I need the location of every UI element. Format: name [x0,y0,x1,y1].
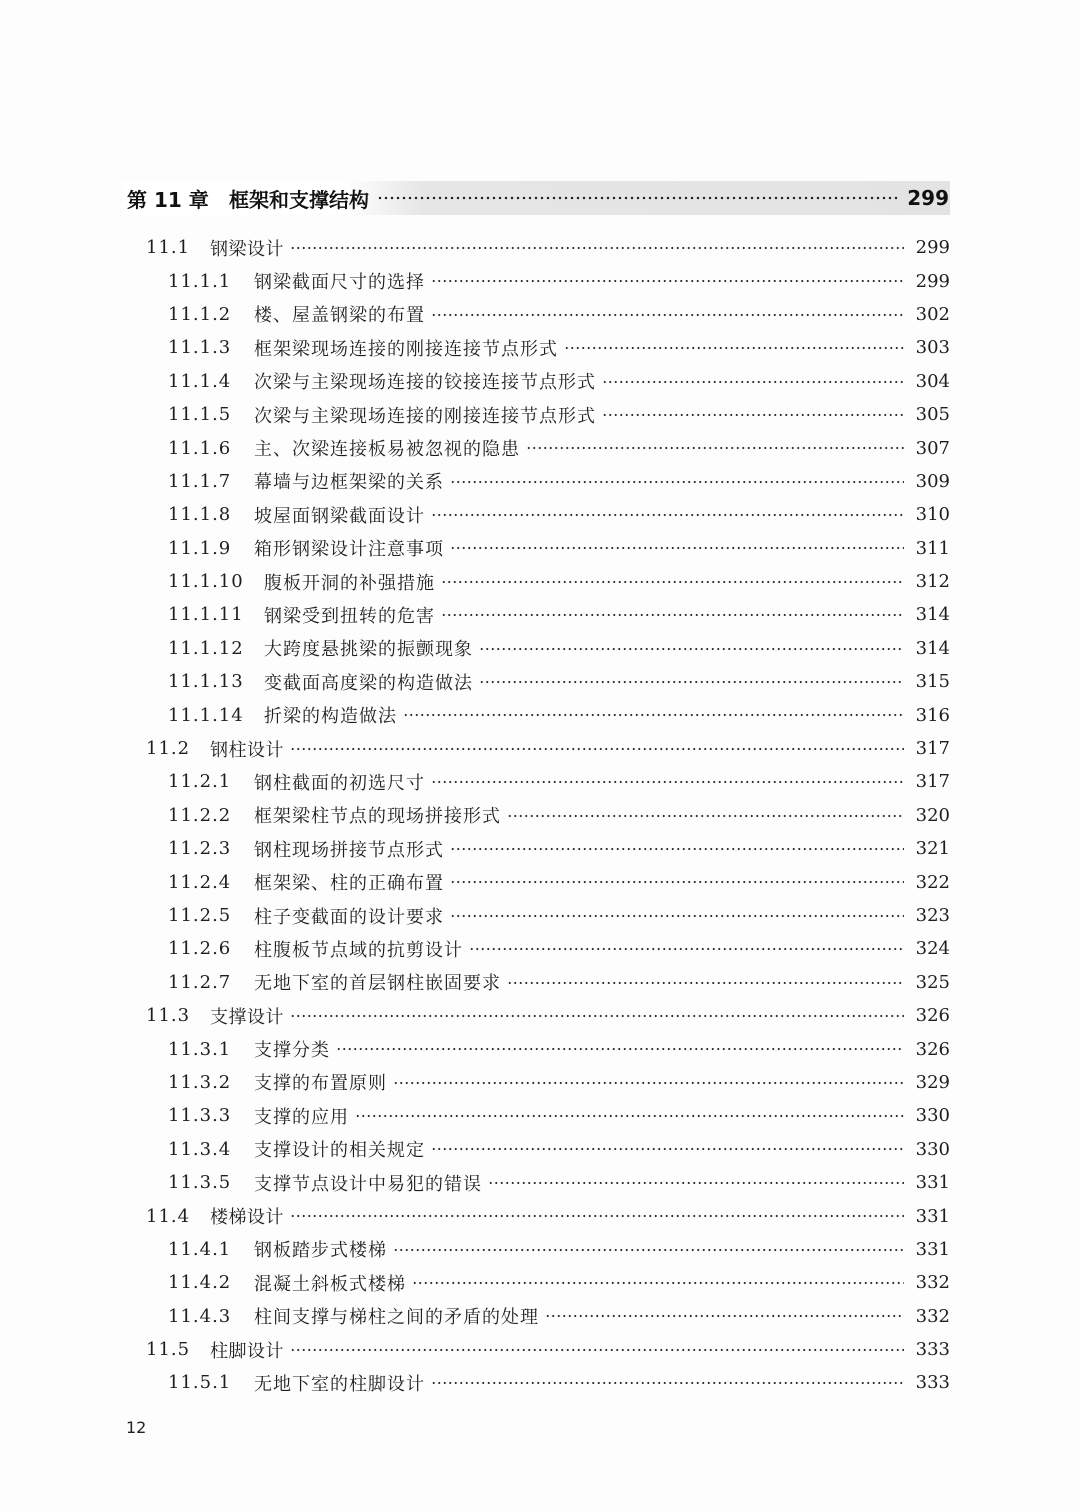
entry-number: 11.1.4 [168,370,232,392]
entry-page: 305 [915,404,950,426]
dot-leader [507,806,904,824]
entry-page: 304 [915,370,950,392]
entry-number: 11.2.2 [168,804,232,826]
entry-page: 326 [915,1038,950,1060]
toc-subsection-entry[interactable] [0,565,1080,598]
entry-page: 325 [915,971,950,993]
dot-leader [290,1341,904,1359]
entry-page: 311 [915,537,950,559]
entry-number: 11.1.11 [168,604,244,626]
toc-subsection-entry[interactable] [0,598,1080,631]
entry-title: 折梁的构造做法 [264,706,397,728]
dot-leader [450,472,904,490]
dot-leader [469,940,904,958]
dot-leader [431,1374,904,1392]
entry-page: 317 [915,771,950,793]
dot-leader [488,1174,904,1192]
entry-page: 307 [915,437,950,459]
toc-section-entry[interactable] [0,732,1080,765]
entry-number: 11.1.1 [168,270,232,292]
toc-section-entry[interactable] [0,1333,1080,1366]
toc-subsection-entry[interactable] [0,298,1080,331]
toc-subsection-entry[interactable] [0,1233,1080,1266]
toc-subsection-entry[interactable] [0,465,1080,498]
toc-subsection-entry[interactable] [0,832,1080,865]
entry-number: 11.4.2 [168,1272,232,1294]
entry-title: 幕墙与边框架梁的关系 [254,472,444,494]
toc-subsection-entry[interactable] [0,698,1080,731]
dot-leader [393,1240,904,1258]
entry-page: 330 [915,1138,950,1160]
entry-title: 框架梁柱节点的现场拼接形式 [254,806,501,828]
entry-number: 11.1.2 [168,303,232,325]
entry-title: 楼梯设计 [210,1207,284,1229]
entry-number: 11.3.4 [168,1138,232,1160]
dot-leader [507,973,904,991]
entry-number: 11.1.5 [168,404,232,426]
entry-page: 332 [915,1272,950,1294]
entry-number: 11.1.13 [168,671,244,693]
entry-title: 钢柱设计 [210,739,284,761]
dot-leader [431,773,904,791]
entry-number: 11.5.1 [168,1372,232,1394]
entry-title: 钢梁受到扭转的危害 [264,605,435,627]
entry-title: 框架梁现场连接的刚接连接节点形式 [254,338,558,360]
entry-page: 315 [915,671,950,693]
toc-subsection-entry[interactable] [0,1366,1080,1399]
entry-number: 11.1.6 [168,437,232,459]
entry-title: 支撑设计的相关规定 [254,1140,425,1162]
toc-subsection-entry[interactable] [0,264,1080,297]
chapter-heading[interactable] [123,181,950,215]
entry-page: 329 [915,1071,950,1093]
toc-subsection-entry[interactable] [0,799,1080,832]
entry-page: 310 [915,504,950,526]
dot-leader [479,673,904,691]
entry-title: 柱间支撑与梯柱之间的矛盾的处理 [254,1307,539,1329]
entry-title: 支撑设计 [210,1006,284,1028]
entry-page: 303 [915,337,950,359]
entry-number: 11.4 [146,1205,191,1227]
entry-title: 框架梁、柱的正确布置 [254,873,444,895]
entry-title: 箱形钢梁设计注意事项 [254,539,444,561]
entry-title: 主、次梁连接板易被忽视的隐患 [254,439,520,461]
toc-subsection-entry[interactable] [0,365,1080,398]
entry-page: 321 [915,838,950,860]
chapter-page: 299 [907,186,949,210]
toc-subsection-entry[interactable] [0,1099,1080,1132]
entry-page: 309 [915,470,950,492]
dot-leader [290,1007,904,1025]
entry-page: 312 [915,571,950,593]
entry-number: 11.2.6 [168,938,232,960]
toc-subsection-entry[interactable] [0,498,1080,531]
toc-subsection-entry[interactable] [0,765,1080,798]
toc-section-entry[interactable] [0,231,1080,264]
entry-number: 11.5 [146,1339,191,1361]
entry-title: 支撑分类 [254,1040,330,1062]
entry-title: 坡屋面钢梁截面设计 [254,505,425,527]
toc-list [0,231,1080,1400]
entry-title: 钢梁截面尺寸的选择 [254,272,425,294]
entry-title: 柱脚设计 [210,1340,284,1362]
entry-page: 331 [915,1238,950,1260]
dot-leader [412,1274,904,1292]
entry-number: 11.1.8 [168,504,232,526]
entry-page: 331 [915,1172,950,1194]
entry-page: 302 [915,303,950,325]
entry-number: 11.1.7 [168,470,232,492]
entry-number: 11.1.10 [168,571,244,593]
toc-subsection-entry[interactable] [0,1133,1080,1166]
dot-leader [545,1307,904,1325]
dot-leader [450,539,904,557]
dot-leader [450,873,904,891]
dot-leader [431,506,904,524]
toc-subsection-entry[interactable] [0,1066,1080,1099]
entry-page: 333 [915,1372,950,1394]
dot-leader [431,272,904,290]
dot-leader [336,1040,904,1058]
entry-title: 柱子变截面的设计要求 [254,906,444,928]
entry-title: 腹板开洞的补强措施 [264,572,435,594]
dot-leader [602,372,904,390]
entry-title: 无地下室的首层钢柱嵌固要求 [254,973,501,995]
dot-leader [526,439,904,457]
entry-number: 11.3.3 [168,1105,232,1127]
entry-number: 11.3.1 [168,1038,232,1060]
entry-title: 支撑的布置原则 [254,1073,387,1095]
toc-section-entry[interactable] [0,999,1080,1032]
entry-page: 332 [915,1305,950,1327]
entry-page: 320 [915,804,950,826]
toc-section-entry[interactable] [0,1199,1080,1232]
entry-page: 324 [915,938,950,960]
entry-number: 11.2.7 [168,971,232,993]
dot-leader [403,706,904,724]
toc-subsection-entry[interactable] [0,431,1080,464]
dot-leader [393,1073,904,1091]
entry-page: 299 [915,270,950,292]
dot-leader [479,639,904,657]
entry-page: 331 [915,1205,950,1227]
entry-number: 11.3.2 [168,1071,232,1093]
entry-title: 钢柱现场拼接节点形式 [254,839,444,861]
entry-number: 11.1.3 [168,337,232,359]
entry-title: 支撑节点设计中易犯的错误 [254,1173,482,1195]
dot-leader [290,1207,904,1225]
toc-subsection-entry[interactable] [0,1032,1080,1065]
entry-title: 支撑的应用 [254,1106,349,1128]
entry-title: 柱腹板节点域的抗剪设计 [254,939,463,961]
entry-title: 大跨度悬挑梁的振颤现象 [264,639,473,661]
entry-number: 11.1 [146,237,191,259]
entry-title: 钢梁设计 [210,238,284,260]
entry-page: 314 [915,637,950,659]
page-number: 12 [126,1418,147,1437]
toc-subsection-entry[interactable] [0,865,1080,898]
entry-number: 11.2.5 [168,905,232,926]
toc-subsection-entry[interactable] [0,665,1080,698]
entry-page: 316 [915,704,950,726]
dot-leader [564,339,904,357]
entry-page: 323 [915,905,950,926]
dot-leader [431,305,904,323]
toc-subsection-entry[interactable] [0,1266,1080,1299]
entry-title: 钢柱截面的初选尺寸 [254,772,425,794]
entry-page: 330 [915,1105,950,1127]
dot-leader [441,573,904,591]
entry-page: 326 [915,1005,950,1027]
chapter-number: 第 11 章 [127,187,209,212]
entry-number: 11.3 [146,1005,191,1027]
dot-leader [450,907,904,925]
entry-number: 11.4.1 [168,1238,232,1260]
entry-number: 11.4.3 [168,1305,232,1327]
toc-subsection-entry[interactable] [0,532,1080,565]
dot-leader [450,840,904,858]
entry-title: 混凝土斜板式楼梯 [254,1273,406,1295]
entry-number: 11.1.12 [168,637,244,659]
entry-number: 11.2 [146,738,191,760]
entry-number: 11.1.9 [168,537,232,559]
entry-title: 楼、屋盖钢梁的布置 [254,305,425,327]
entry-number: 11.2.4 [168,871,232,893]
entry-number: 11.2.3 [168,838,232,860]
toc-subsection-entry[interactable] [0,899,1080,932]
entry-title: 次梁与主梁现场连接的刚接连接节点形式 [254,405,596,427]
toc-subsection-entry[interactable] [0,932,1080,965]
dot-leader [602,406,904,424]
entry-title: 变截面高度梁的构造做法 [264,672,473,694]
dot-leader [431,1140,904,1158]
toc-subsection-entry[interactable] [0,398,1080,431]
entry-title: 次梁与主梁现场连接的铰接连接节点形式 [254,372,596,394]
chapter-title: 框架和支撑结构 [229,187,369,212]
toc-subsection-entry[interactable] [0,1300,1080,1333]
toc-subsection-entry[interactable] [0,632,1080,665]
entry-page: 314 [915,604,950,626]
entry-title: 无地下室的柱脚设计 [254,1373,425,1395]
entry-number: 11.3.5 [168,1172,232,1194]
entry-title: 钢板踏步式楼梯 [254,1240,387,1262]
entry-page: 333 [915,1339,950,1361]
entry-number: 11.1.14 [168,704,244,726]
entry-page: 322 [915,871,950,893]
entry-page: 317 [915,738,950,760]
toc-subsection-entry[interactable] [0,1166,1080,1199]
entry-page: 299 [915,237,950,259]
dot-leader [377,187,899,209]
toc-subsection-entry[interactable] [0,966,1080,999]
toc-subsection-entry[interactable] [0,331,1080,364]
dot-leader [290,239,904,257]
entry-number: 11.2.1 [168,771,232,793]
dot-leader [441,606,904,624]
dot-leader [290,740,904,758]
dot-leader [355,1107,904,1125]
